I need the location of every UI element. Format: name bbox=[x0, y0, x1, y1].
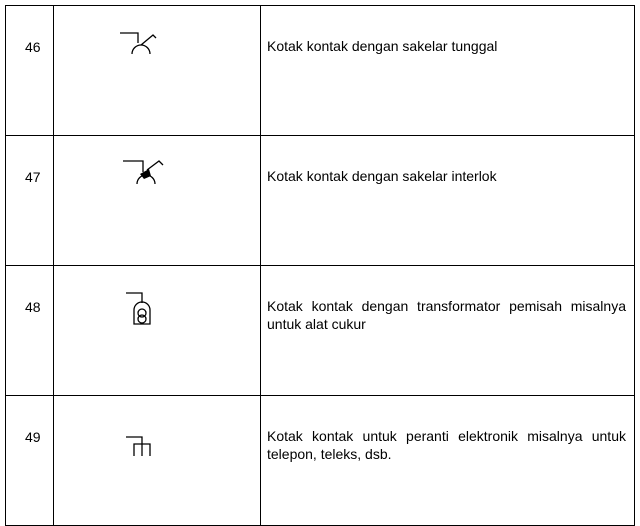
symbol-cell bbox=[54, 136, 261, 266]
socket-with-isolating-transformer-icon bbox=[126, 292, 156, 330]
table-row bbox=[6, 396, 635, 526]
socket-with-interlock-switch-icon bbox=[123, 160, 167, 190]
description: Kotak kontak dengan transformator pemisah misalnya untuk alat cukur bbox=[261, 266, 635, 396]
table-row bbox=[6, 266, 635, 396]
description: Kotak kontak dengan sakelar tunggal bbox=[261, 6, 635, 136]
socket-with-single-switch-icon bbox=[120, 32, 160, 60]
row-number: 48 bbox=[6, 266, 54, 396]
symbol-cell bbox=[54, 6, 261, 136]
symbol-table bbox=[5, 5, 635, 526]
description: Kotak kontak dengan sakelar interlok bbox=[261, 136, 635, 266]
symbol-cell bbox=[54, 266, 261, 396]
table-row bbox=[6, 6, 635, 136]
symbol-cell bbox=[54, 396, 261, 526]
row-number: 47 bbox=[6, 136, 54, 266]
table-row bbox=[6, 136, 635, 266]
socket-for-telecom-equipment-icon bbox=[126, 436, 166, 458]
description: Kotak kontak untuk peranti elektronik misalnya untuk telepon, teleks, dsb. bbox=[261, 396, 635, 526]
row-number: 46 bbox=[6, 6, 54, 136]
row-number: 49 bbox=[6, 396, 54, 526]
